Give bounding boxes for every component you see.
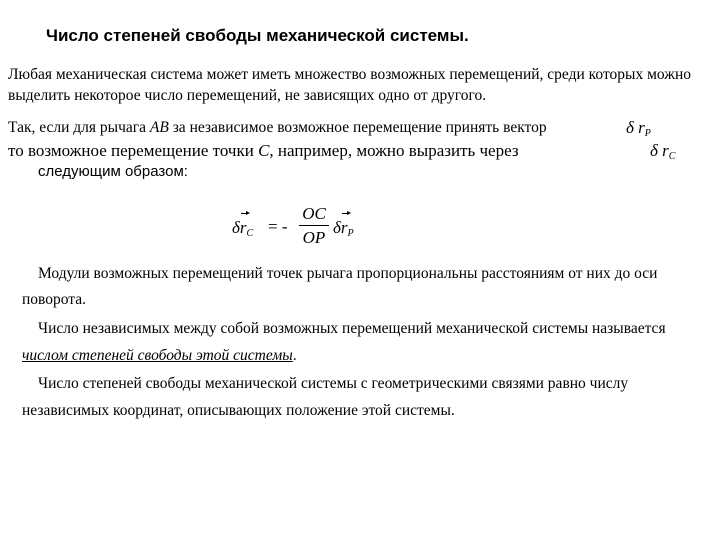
formula-rhs <box>333 218 354 239</box>
subscript-p: P <box>644 128 651 139</box>
r-symbol: r <box>638 118 645 137</box>
lever-ab-label: AB <box>149 119 169 136</box>
page-title: Число степеней свободы механической системы. <box>46 26 469 45</box>
delta-symbol: δ <box>232 218 240 237</box>
delta-r-p-symbol <box>626 118 651 139</box>
lever-line-3: следующим образом: <box>38 163 188 180</box>
vector-r-c: r <box>239 218 247 237</box>
lever-line-1 <box>8 119 547 137</box>
fraction-numerator: OC <box>302 204 326 223</box>
formula-fraction <box>299 204 329 248</box>
delta-symbol: δ <box>333 218 341 237</box>
delta-symbol: δ <box>650 141 658 160</box>
lever-line-1-start: Так, если для рычага <box>8 119 150 136</box>
paragraph-2-line-1: Число независимых между собой возможных перемещений механической системы называется <box>38 320 666 337</box>
subscript-c: C <box>246 228 254 239</box>
paragraph-3-line-1: Число степеней свободы механической системы с геометрическими связями равно числу <box>38 375 629 392</box>
r-symbol: r <box>662 141 669 160</box>
vector-r-p: r <box>340 218 348 237</box>
degrees-of-freedom-term: числом степеней свободы этой системы <box>22 347 293 364</box>
intro-line-1: Любая механическая система может иметь множество возможных перемещений, среди которых можно <box>8 66 691 83</box>
subscript-c: C <box>668 151 676 162</box>
delta-r-c-symbol <box>650 141 675 162</box>
paragraph-2-dot: . <box>292 347 297 364</box>
paragraph-2-line-2 <box>22 347 297 365</box>
point-c-label: C <box>258 141 270 160</box>
lever-line-2-end: , например, можно выразить через <box>269 141 519 160</box>
subscript-p: P <box>347 228 354 239</box>
formula-equals-minus: = - <box>268 217 288 236</box>
paragraph-3-line-2: независимых координат, описывающих положение этой системы. <box>22 402 455 419</box>
lever-line-2 <box>8 141 519 161</box>
delta-symbol: δ <box>626 118 634 137</box>
fraction-denominator: OP <box>302 228 326 247</box>
lever-line-2-start: то возможное перемещение точки <box>8 141 259 160</box>
fraction-bar <box>299 225 329 226</box>
intro-line-2: выделить некоторое число перемещений, не зависящих одно от другого. <box>8 87 487 104</box>
lever-line-1-end: за независимое возможное перемещение принять вектор <box>168 119 547 136</box>
formula-lhs <box>232 218 253 239</box>
paragraph-1-line-1: Модули возможных перемещений точек рычага пропорциональны расстояниям от них до оси <box>38 265 658 282</box>
paragraph-1-line-2: поворота. <box>22 291 87 308</box>
